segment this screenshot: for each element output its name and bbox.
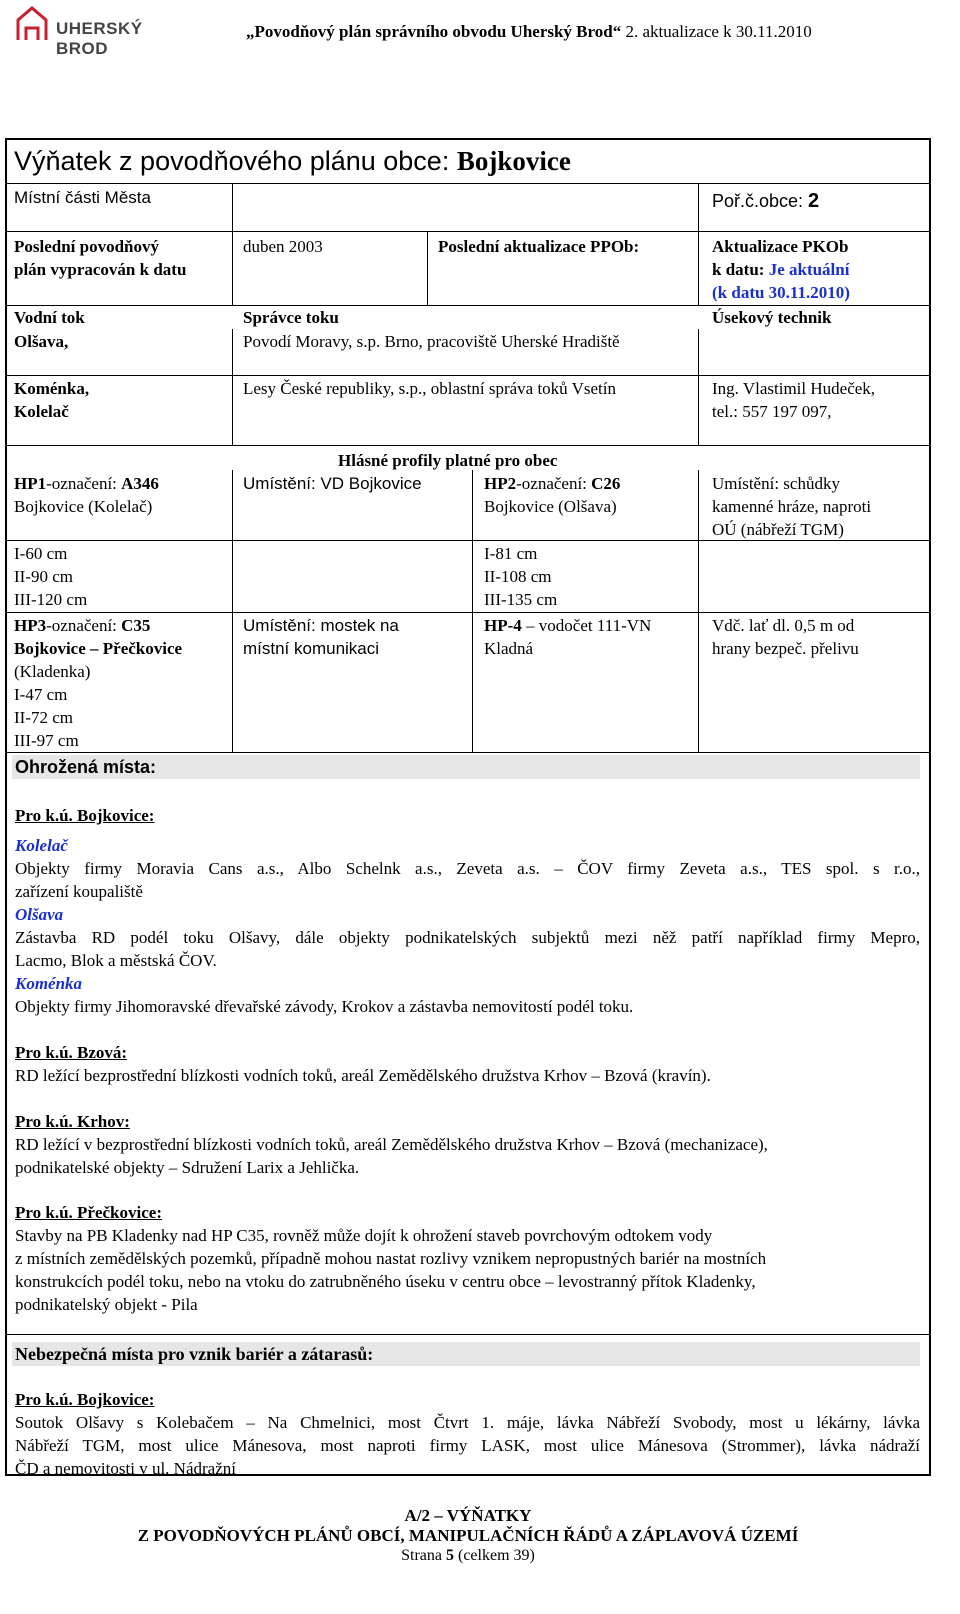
footer-section: A/2 – VÝŇATKY [404,1506,532,1525]
barrier-line1: Soutok Olšavy s Kolebačem – Na Chmelnici, most Čtvrt 1. máje, lávka Nábřeží Svobody, most u lékárny, lávka [15,1413,920,1432]
hp3-place-line2: (Kladenka) [14,662,91,681]
municipality-number-value: 2 [808,190,820,212]
threat-bzova-title: Pro k.ú. Bzová: [15,1043,128,1062]
barrier-heading: Nebezpečná místa pro vznik bariér a zátarasů: [15,1344,374,1364]
section-technician [712,377,875,423]
last-plan-date: duben 2003 [243,237,323,256]
technician-name: Ing. Vlastimil Hudeček, [712,379,876,398]
hp1-levels [14,542,87,611]
hp1-level-2: II-90 cm [14,567,74,586]
hp2-level-1: I-81 cm [484,544,538,563]
hp3-code: HP3 [14,616,47,635]
footer-subtitle: Z POVODŇOVÝCH PLÁNŮ OBCÍ, MANIPULAČNÍCH ŘÁDŮ A ZÁPLAVOVÁ ÚZEMÍ [137,1526,799,1545]
hp2-location-line1: Umístění: schůdky [712,474,840,493]
manager-header: Správce toku [243,308,339,327]
hp2-code: HP2 [484,474,517,493]
hp1-level-3: III-120 cm [14,590,88,609]
pkob-update-line1: Aktualizace PKOb [712,237,849,256]
threat-preckovice-title: Pro k.ú. Přečkovice: [15,1203,162,1222]
ppob-update-label: Poslední aktualizace PPOb: [438,237,640,256]
threat-bojkovice-title: Pro k.ú. Bojkovice: [15,806,155,825]
threat-olsava-line1: Zástavba RD podél toku Olšavy, dále objekty podnikatelských subjektů mezi něž patří například firmy Mepro, [15,928,920,947]
manager-lesy: Lesy České republiky, s.p., oblastní správa toků Vsetín [243,379,617,398]
hp3-location-line1: Umístění: mostek na [243,616,399,635]
hp3-label-text: -označení: [46,616,122,635]
threat-kolelac-text [15,857,920,903]
hp2-place: Bojkovice (Olšava) [484,497,617,516]
threat-heading: Ohrožená místa: [15,757,157,777]
hp3-block [14,614,182,752]
hp2-levels [484,542,557,611]
hp4-location-line2: hrany bezpeč. přelivu [712,639,859,658]
hp4-place: Kladná [484,639,534,658]
hp1-code: HP1 [14,474,47,493]
threat-preckovice-line2: z místních zemědělských pozemků, případně mohou nastat rozlivy vznikem nepropustných bariér na mostních [15,1249,767,1268]
logo [14,4,194,58]
threat-olsava-subtitle: Olšava [15,905,64,924]
document-header-title-rest: 2. aktualizace k 30.11.2010 [625,22,812,41]
footer-page-number: 5 [446,1547,454,1564]
hp2-level-3: III-135 cm [484,590,558,609]
page-title-prefix: Výňatek z povodňového plánu obce: [14,146,457,176]
watercourse-komenka-line1: Koménka, [14,379,90,398]
threat-krhov-line2: podnikatelské objekty – Sdružení Larix a Jehlička. [15,1158,360,1177]
hp3-location-line2: místní komunikaci [243,639,380,658]
barrier-line3: ČD a nemovitosti v ul. Nádražní [15,1459,236,1478]
page-title [14,146,571,177]
logo-text: UHERSKÝ BROD [56,19,143,58]
threat-preckovice-text [15,1224,766,1316]
threat-olsava-text [15,926,920,972]
hp3-level-2: II-72 cm [14,708,74,727]
local-parts-label: Místní části Města [14,188,151,207]
hp2-designation: C26 [591,474,621,493]
threat-krhov-title: Pro k.ú. Krhov: [15,1112,130,1131]
hp2-label [484,472,620,518]
hp4-code: HP-4 [484,616,522,635]
threat-krhov-text [15,1133,768,1179]
town-logo-icon [14,4,54,42]
hp2-level-2: II-108 cm [484,567,552,586]
barrier-bojkovice-title: Pro k.ú. Bojkovice: [15,1390,155,1409]
hp4-location-line1: Vdč. lať dl. 0,5 m od [712,616,855,635]
technician-phone: tel.: 557 197 097, [712,402,832,421]
footer-page [0,1547,936,1565]
hp2-label-text: -označení: [516,474,592,493]
threat-bzova-text: RD ležící bezprostřední blízkosti vodních toků, areál Zemědělského družstva Krhov – Bzová (kravín). [15,1066,711,1085]
barrier-divider [5,1334,931,1335]
hp1-location: Umístění: VD Bojkovice [243,474,422,493]
pkob-status: Je aktuální [768,260,850,279]
barrier-line2: Nábřeží TGM, most ulice Mánesova, most naproti firmy LASK, most ulice Mánesova (Strommer), lávka nádraží [15,1436,920,1455]
threat-kolelac-subtitle: Kolelač [15,836,68,855]
municipality-number [712,189,819,213]
watercourse-olsava: Olšava, [14,332,69,351]
hp1-label-text: -označení: [46,474,122,493]
threat-preckovice-line3: konstrukcích podél toku, nebo na vtoku do zatrubněného úseku v centru obce – levostranný přítok Kladenky, [15,1272,756,1291]
threat-komenka-text: Objekty firmy Jihomoravské dřevařské závody, Krokov a zástavba nemovitostí podél toku. [15,997,634,1016]
watercourse-komenka [14,377,89,423]
pkob-date-label: k datu: [712,260,769,279]
hp3-place-line1: Bojkovice – Přečkovice [14,639,183,658]
hp1-designation: A346 [121,474,159,493]
municipality-number-label: Poř.č.obce: [712,191,809,211]
last-plan-label-line2: plán vypracován k datu [14,260,187,279]
hp4-gauge: – vodočet 111-VN [521,616,652,635]
threat-preckovice-line1: Stavby na PB Kladenky nad HP C35, rovněž může dojít k ohrožení staveb povrchovým odtokem vody [15,1226,713,1245]
threat-krhov-line1: RD ležící v bezprostřední blízkosti vodních toků, areál Zemědělského družstva Krhov – Bzová (mechanizace), [15,1135,768,1154]
hp3-designation: C35 [121,616,151,635]
hp2-location-line3: OÚ (nábřeží TGM) [712,520,844,539]
manager-povodi: Povodí Moravy, s.p. Brno, pracoviště Uherské Hradiště [243,332,620,351]
threat-olsava-line2: Lacmo, Blok a městská ČOV. [15,951,217,970]
watercourse-komenka-line2: Kolelač [14,402,69,421]
threat-preckovice-line4: podnikatelský objekt - Pila [15,1295,198,1314]
page-title-municipality: Bojkovice [456,146,571,176]
hp4-location [712,614,859,660]
technician-header: Úsekový technik [712,308,832,327]
hp2-location [712,472,871,541]
footer-page-label: Strana [401,1547,446,1564]
hp3-level-3: III-97 cm [14,731,79,750]
watercourse-header: Vodní tok [14,308,85,327]
hp2-location-line2: kamenné hráze, naproti [712,497,872,516]
footer-page-total: (celkem 39) [454,1547,535,1564]
document-header-title-bold: „Povodňový plán správního obvodu Uherský Brod“ [246,22,622,41]
profiles-heading: Hlásné profily platné pro obec [338,451,558,470]
pkob-update-line2 [712,258,850,281]
last-plan-label [14,235,186,281]
document-header-title [246,22,812,42]
hp1-place: Bojkovice (Kolelač) [14,497,153,516]
threat-kolelac-line1: Objekty firmy Moravia Cans a.s., Albo Schelnk a.s., Zeveta a.s. – ČOV firmy Zeveta a.s., TES spol. s r.o., [15,859,920,878]
hp4-label [484,614,651,660]
last-plan-label-line1: Poslední povodňový [14,237,160,256]
hp1-label [14,472,159,518]
threat-kolelac-line2: zařízení koupaliště [15,882,143,901]
barrier-bojkovice-text [15,1411,920,1480]
hp3-level-1: I-47 cm [14,685,68,704]
pkob-date: (k datu 30.11.2010) [712,283,850,302]
hp1-level-1: I-60 cm [14,544,68,563]
hp3-location [243,614,399,660]
pkob-update [712,235,850,304]
threat-komenka-subtitle: Koménka [15,974,83,993]
